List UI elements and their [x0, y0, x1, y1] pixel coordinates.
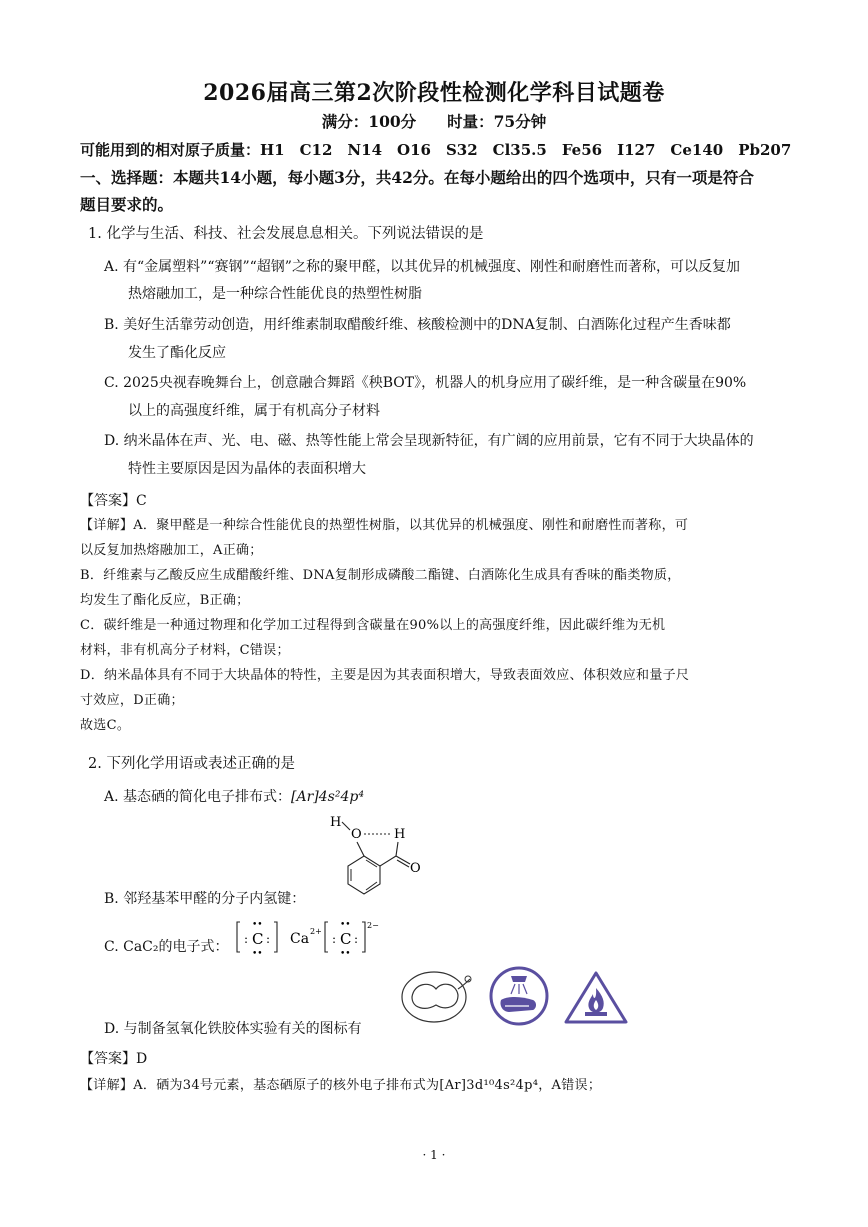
q2-option-a-formula: [Ar]4s²4p⁴ [291, 789, 364, 805]
q2-option-a-label: A. 基态硒的简化电子排布式： [104, 789, 292, 805]
q2-explanation-1: 【详解】A．硒为34号元素，基态硒原子的核外电子排布式为[Ar]3d¹⁰4s²4p⁴，A错误； [80, 1078, 602, 1093]
q1-option-c-line1: C. 2025央视春晚舞台上，创意融合舞蹈《秧BOT》，机器人的机身应用了碳纤维，是一种含碳量在90% [104, 375, 747, 391]
atomic-masses: 可能用到的相对原子质量：H1 C12 N14 O16 S32 Cl35.5 Fe56 I127 Ce140 Pb207 [80, 141, 792, 159]
svg-text::: : [354, 932, 359, 946]
section-heading-line1: 一、选择题：本题共14小题，每小题3分，共42分。在每小题给出的四个选项中，只有一项是符合 [80, 168, 754, 187]
q1-explanation-8: 寸效应，D正确； [80, 693, 184, 708]
q1-explanation-4: 均发生了酯化反应，B正确； [80, 593, 250, 608]
svg-text:••: •• [252, 949, 263, 958]
carbon-symbol-1: C [252, 930, 264, 948]
q2-stem: 2. 下列化学用语或表述正确的是 [88, 756, 295, 772]
q1-option-a-line1: A. 有“金属塑料”“赛钢”“超钢”之称的聚甲醛，以其优异的机械强度、刚性和耐磨性而著称，可以反复加 [104, 259, 740, 275]
hand-washing-icon [487, 966, 551, 1026]
hydrogen-label-right: H [394, 827, 406, 842]
q2-option-c-label: C. CaC₂的电子式： [104, 939, 229, 955]
flame-hazard-icon [563, 970, 629, 1026]
q1-option-c-line2: 以上的高强度纤维，属于有机高分子材料 [128, 403, 380, 419]
svg-text::: : [244, 932, 249, 946]
q2-option-d-label: D. 与制备氢氧化铁胶体实验有关的图标有 [104, 1021, 362, 1037]
goggles-icon [400, 967, 472, 1025]
q2-answer: 【答案】D [80, 1051, 148, 1067]
q1-explanation-2: 以反复加热熔融加工，A正确； [80, 543, 263, 558]
carbide-charge: 2− [367, 921, 379, 930]
q1-option-b-line2: 发生了酯化反应 [128, 345, 226, 361]
q2-option-a [104, 786, 364, 806]
oxygen-label-top: O [351, 827, 362, 842]
svg-text::: : [266, 932, 271, 946]
q2-option-b-label: B. 邻羟基苯甲醛的分子内氢键： [104, 891, 306, 907]
section-heading-line2: 题目要求的。 [80, 195, 174, 214]
q1-explanation-9: 故选C。 [80, 718, 131, 733]
cac2-electron-formula [236, 916, 381, 958]
calcium-symbol: Ca [290, 931, 310, 947]
q1-option-d-line1: D. 纳米晶体在声、光、电、磁、热等性能上常会呈现新特征，有广阔的应用前景，它有不同于大块晶体的 [104, 433, 754, 449]
svg-text:••: •• [340, 949, 351, 958]
q1-explanation-1: 【详解】A．聚甲醛是一种综合性能优良的热塑性树脂，以其优异的机械强度、刚性和耐磨性而著称，可 [80, 518, 689, 533]
salicylaldehyde-structure [322, 812, 442, 902]
page-number: · 1 · [422, 1148, 446, 1162]
q1-option-a-line2: 热熔融加工，是一种综合性能优良的热塑性树脂 [128, 286, 422, 302]
carbon-symbol-2: C [340, 930, 352, 948]
q1-explanation-5: C．碳纤维是一种通过物理和化学加工过程得到含碳量在90%以上的高强度纤维，因此碳纤维为无机 [80, 618, 666, 633]
q1-option-d-line2: 特性主要原因是因为晶体的表面积增大 [128, 461, 366, 477]
svg-text::: : [332, 932, 337, 946]
q1-explanation-6: 材料，非有机高分子材料，C错误； [80, 643, 290, 658]
oxygen-label-carbonyl: O [410, 861, 421, 876]
exam-subtitle: 满分：100分 时量：75分钟 [321, 112, 547, 131]
q1-answer: 【答案】C [80, 493, 147, 509]
calcium-charge: 2+ [310, 927, 322, 936]
q1-explanation-7: D．纳米晶体具有不同于大块晶体的特性，主要是因为其表面积增大，导致表面效应、体积效应和量子尺 [80, 668, 690, 683]
exam-title: 2026届高三第2次阶段性检测化学科目试题卷 [203, 80, 665, 106]
hydrogen-label-left: H [330, 815, 342, 830]
q1-stem: 1. 化学与生活、科技、社会发展息息相关。下列说法错误的是 [88, 226, 484, 242]
svg-text:••: •• [252, 920, 263, 930]
q1-explanation-3: B．纤维素与乙酸反应生成醋酸纤维、DNA复制形成磷酸二酯键、白酒陈化生成具有香味的酯类物质， [80, 568, 681, 583]
q1-option-b-line1: B. 美好生活靠劳动创造，用纤维素制取醋酸纤维、核酸检测中的DNA复制、白酒陈化过程产生香味都 [104, 317, 731, 333]
svg-text:••: •• [340, 920, 351, 930]
